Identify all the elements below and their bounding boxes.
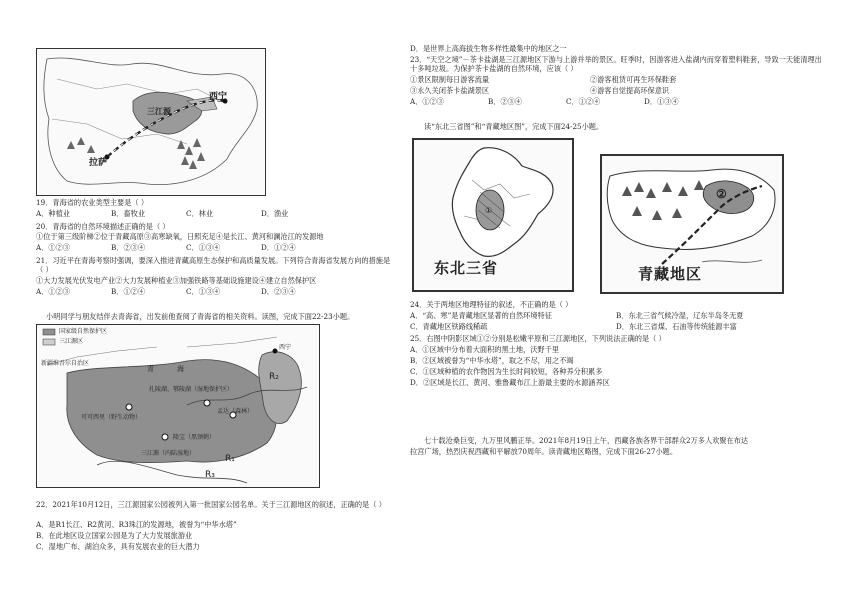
q23-item-2: ②游客租赁可再生环保鞋套: [590, 75, 677, 84]
q22-option-a[interactable]: A．是R1长江、R2黄河、R3珠江的发源地，被誉为“中华水塔”: [36, 520, 237, 529]
map-label-lhasa: 拉萨: [89, 158, 108, 168]
q20-option-d[interactable]: D．①②④: [261, 243, 296, 252]
map2-label-r1: R₁: [225, 454, 235, 464]
q24-option-b[interactable]: B．东北三省气候冷湿，辽东半岛冬无夏: [616, 311, 744, 320]
q25-option-d[interactable]: D．②区域是长江、黄河、雅鲁藏布江上游最主要的水源涵养区: [410, 378, 610, 387]
q24-stem: 24．关于两地区地理特征的叙述，不正确的是（ ）: [410, 300, 573, 309]
q21-options: [36, 287, 336, 296]
intro-22-23: 小明同学与朋友结伴去青海省，出发前他查阅了青海省的相关资料。读图，完成下面22-23小题。: [46, 312, 355, 321]
map-label-sanjiangyuan: 三江源: [147, 107, 171, 116]
q23-stem: 23．“天空之境”－茶卡盐湖是三江源地区下游与上游并举的景区。旺季时，因游客进入盐湖内而穿着塑料鞋套，导致一天能清理出十多吨垃圾。为保护茶卡盐湖的自然环境，应该（ ）: [410, 55, 822, 73]
q21-option-b[interactable]: B．①②④: [111, 287, 146, 296]
qingzang-map-title: 青藏地区: [638, 265, 703, 283]
q22-stem: 22．2021年10月12日，三江源国家公园被列入第一批国家公园名单。关于三江源地区的叙述，正确的是（ ）: [36, 500, 386, 509]
intro-26-27-line1: 七十载沧桑巨变，九万里风鹏正举。2021年8月19日上午，西藏各族各界干部群众2万多人欢聚在布达: [424, 436, 749, 445]
q23-option-d[interactable]: D．①③④: [644, 97, 679, 106]
q25-option-b[interactable]: B．②区域被誉为“中华水塔”，取之不尽，用之不竭: [410, 356, 574, 365]
q20-option-c[interactable]: C．①③④: [186, 243, 221, 252]
legend-sanjiangyuan-area: 三江源区: [59, 338, 84, 345]
map2-label-hoh-xil: 可可西里（野生动物）: [81, 414, 142, 421]
map2-label-longbao: 隆宝（黑颈鹤）: [173, 434, 216, 441]
q20-option-b[interactable]: B．②③④: [111, 243, 146, 252]
q20-option-a[interactable]: A．①②③: [36, 243, 70, 252]
northeast-map-title: 东北三省: [434, 259, 499, 277]
qinghai-reserve-map-drawing: [37, 325, 319, 487]
qinghai-reserve-map: [36, 324, 320, 488]
legend-nature-reserve: 国家级自然保护区: [59, 328, 108, 335]
map2-label-r3: R₃: [205, 470, 215, 480]
qingzang-marker: ②: [716, 187, 727, 201]
qinghai-map: [36, 48, 266, 196]
map-label-xining: 西宁: [209, 92, 228, 102]
northeast-marker: ①: [485, 206, 493, 215]
q19-stem: 19．青海省的农业类型主要是（ ）: [36, 198, 149, 207]
q22-option-d[interactable]: D．是世界上高海拔生物多样性最集中的地区之一: [410, 44, 567, 53]
q19-option-a[interactable]: A．种植业: [36, 209, 70, 218]
q24-option-d[interactable]: D．东北三省煤、石油等传统能源丰富: [616, 322, 737, 331]
q23-option-b[interactable]: B．②③④: [488, 97, 523, 106]
q19-option-d[interactable]: D．渔业: [261, 209, 289, 218]
q21-option-c[interactable]: C．①③④: [186, 287, 221, 296]
q21-line: ①大力发展光伏发电产业②大力发展种植业③加强铁路等基础设施建设④建立自然保护区: [36, 276, 317, 285]
q23-item-3: ③永久关闭茶卡盐湖景区: [410, 86, 490, 95]
map2-label-mengda: 孟达（森林）: [217, 408, 254, 415]
intro-26-27-line2: 拉宫广场，热烈庆祝西藏和平解放70周年。读青藏地区略图，完成下面26-27小题。: [410, 447, 678, 456]
q23-option-a[interactable]: A．①②③: [410, 97, 444, 106]
q21-option-d[interactable]: D．②③④: [261, 287, 296, 296]
q23-item-4: ④游客自觉提高环保意识: [590, 86, 670, 95]
map2-label-xining: 西宁: [279, 344, 292, 351]
q25-stem: 25．右图中阴影区域①②分别是松嫩平原和三江源地区，下列说法正确的是（ ）: [410, 334, 666, 343]
map2-label-xinjiang: 新疆维吾尔自治区: [41, 360, 90, 367]
q25-option-a[interactable]: A．①区域中分布着大面积的黑土地，沃野千里: [410, 345, 559, 354]
q20-line: ①位于第三级阶梯②位于青藏高原③高寒缺氧，日照充足④是长江、黄河和澜沧江的发源地: [36, 232, 324, 241]
qingzang-map: [600, 154, 784, 294]
northeast-map: [412, 138, 574, 292]
map2-label-zhaling: 扎陵湖、鄂陵湖（湿地保护区）: [149, 386, 234, 393]
q20-options: [36, 243, 336, 252]
q19-option-b[interactable]: B．畜牧业: [111, 209, 146, 218]
q25-option-c[interactable]: C．①区域种植的农作物因为生长时间较短，各种养分积累多: [410, 367, 603, 376]
q21-stem: 21．习近平在青海考察时强调，要深入推进青藏高原生态保护和高质量发展。下列符合青海省发展方向的措施是（ ）: [36, 256, 391, 274]
q20-stem: 20．青海省的自然环境描述正确的是（ ）: [36, 222, 170, 231]
q24-option-c[interactable]: C．青藏地区铁路线稀疏: [410, 322, 488, 331]
q22-option-c[interactable]: C．湿地广布、湖泊众多，具有发展农业的巨大潜力: [36, 542, 200, 551]
q21-option-a[interactable]: A．①②③: [36, 287, 70, 296]
q22-option-b[interactable]: B．在此地区设立国家公园是为了大力发展旅游业: [36, 531, 193, 540]
map2-label-qing: 青: [147, 365, 154, 373]
q19-option-c[interactable]: C．林业: [186, 209, 214, 218]
qinghai-map-drawing: [37, 49, 265, 195]
map2-label-hai: 海: [177, 365, 184, 373]
q23-option-c[interactable]: C．①②④: [566, 97, 601, 106]
q23-item-1: ①景区限制每日游客流量: [410, 75, 490, 84]
intro-24-25: 读“东北三省图”和“青藏地区图”，完成下面24-25小题。: [424, 122, 604, 131]
map2-label-sanjiangyuan: 三江源（内陆湿地）: [141, 450, 196, 457]
map2-label-r2: R₂: [269, 372, 279, 382]
q24-option-a[interactable]: A．“高、寒”是青藏地区显著的自然环境特征: [410, 311, 552, 320]
q23-options: [410, 97, 722, 106]
q19-options: [36, 209, 336, 218]
